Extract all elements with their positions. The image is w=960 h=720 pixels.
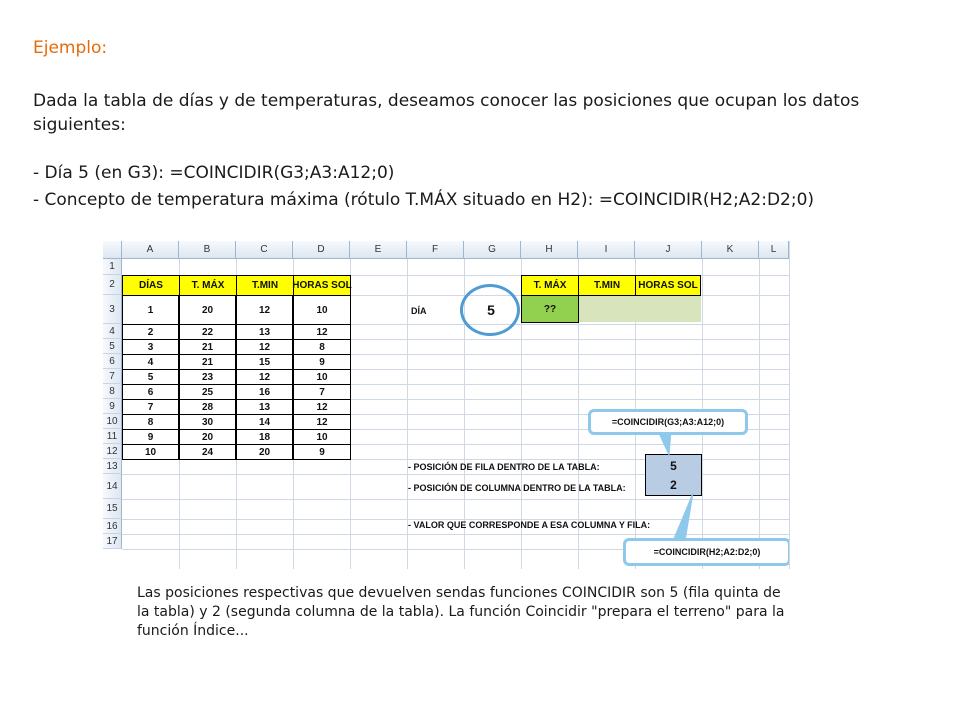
row-header-2[interactable]: 2	[103, 275, 122, 295]
row-position-value: 5	[645, 454, 702, 476]
column-header-k[interactable]: K	[702, 241, 759, 259]
day-value-cell: 5	[487, 302, 495, 318]
row-header-16[interactable]: 16	[103, 519, 122, 534]
column-header-d[interactable]: D	[293, 241, 350, 259]
example-column-formula: - Concepto de temperatura máxima (rótulo T.MÁX situado en H2): =COINCIDIR(H2;A2:D2;0)	[33, 190, 815, 210]
row-position-label: - POSICIÓN DE FILA DENTRO DE LA TABLA:	[408, 462, 600, 472]
day-label: DÍA	[411, 306, 427, 316]
table-cell: 15	[236, 354, 293, 370]
column-callout-pointer	[673, 493, 693, 541]
table-cell: 22	[179, 324, 236, 340]
table-cell: 10	[293, 369, 351, 385]
row-header-9[interactable]: 9	[103, 399, 122, 414]
table-cell: 23	[179, 369, 236, 385]
table-cell: 5	[122, 369, 179, 385]
callout-pointers	[103, 241, 789, 569]
table-cell: 12	[236, 339, 293, 355]
table-cell: 21	[179, 354, 236, 370]
slide-intro: Dada la tabla de días y de temperaturas, deseamos conocer las posiciones que ocupan los datos siguientes:	[33, 91, 860, 135]
lookup-result-cell: ??	[521, 295, 579, 323]
row-header-13[interactable]: 13	[103, 459, 122, 474]
row-formula-callout: =COINCIDIR(G3;A3:A12;0)	[588, 409, 748, 435]
table-cell: 1	[122, 295, 179, 325]
row-header-15[interactable]: 15	[103, 499, 122, 519]
lookup-header-tmax: T. MÁX	[521, 275, 579, 296]
row-header-7[interactable]: 7	[103, 369, 122, 384]
row-header-1[interactable]: 1	[103, 259, 122, 275]
table-cell: 13	[236, 399, 293, 415]
table-cell: 25	[179, 384, 236, 400]
column-formula-callout: =COINCIDIR(H2;A2:D2;0)	[623, 538, 790, 566]
gridline-vertical	[789, 259, 790, 569]
table-cell: 30	[179, 414, 236, 430]
column-position-label: - POSICIÓN DE COLUMNA DENTRO DE LA TABLA:	[408, 483, 626, 493]
row-header-8[interactable]: 8	[103, 384, 122, 399]
column-header-a[interactable]: A	[122, 241, 179, 259]
table-header-tmin: T.MIN	[236, 275, 294, 296]
table-cell: 12	[293, 414, 351, 430]
column-header-l[interactable]: L	[759, 241, 789, 259]
row-header-3[interactable]: 3	[103, 295, 122, 324]
value-label: - VALOR QUE CORRESPONDE A ESA COLUMNA Y FILA:	[408, 520, 651, 530]
table-cell: 4	[122, 354, 179, 370]
table-header-dias: DÍAS	[122, 275, 180, 296]
table-cell: 24	[179, 444, 236, 460]
table-cell: 12	[293, 399, 351, 415]
table-cell: 9	[122, 429, 179, 445]
row-header-17[interactable]: 17	[103, 534, 122, 549]
table-cell: 10	[293, 295, 351, 325]
table-cell: 16	[236, 384, 293, 400]
row-header-6[interactable]: 6	[103, 354, 122, 369]
table-cell: 12	[236, 369, 293, 385]
table-cell: 9	[293, 354, 351, 370]
lookup-header-horas-sol: HORAS SOL	[635, 275, 701, 296]
spreadsheet-screenshot	[103, 241, 790, 569]
table-header-tmax: T. MÁX	[179, 275, 237, 296]
row-header-4[interactable]: 4	[103, 324, 122, 339]
table-cell: 7	[293, 384, 351, 400]
row-header-10[interactable]: 10	[103, 414, 122, 429]
row-header-11[interactable]: 11	[103, 429, 122, 444]
column-position-value: 2	[645, 475, 702, 496]
table-cell: 20	[179, 295, 236, 325]
column-header-g[interactable]: G	[464, 241, 521, 259]
column-header-b[interactable]: B	[179, 241, 236, 259]
table-cell: 2	[122, 324, 179, 340]
table-cell: 28	[179, 399, 236, 415]
row-header-12[interactable]: 12	[103, 444, 122, 459]
lookup-header-tmin: T.MIN	[578, 275, 636, 296]
example-row-formula: - Día 5 (en G3): =COINCIDIR(G3;A3:A12;0)	[33, 163, 395, 183]
slide-caption: Las posiciones respectivas que devuelven sendas funciones COINCIDIR son 5 (fila quinta de la tabla) y 2 (segunda columna de la tabla). La función Coincidir "prepara el terreno" para la función Índice...	[137, 585, 785, 639]
table-cell: 20	[179, 429, 236, 445]
column-header-h[interactable]: H	[521, 241, 578, 259]
table-cell: 8	[122, 414, 179, 430]
table-cell: 13	[236, 324, 293, 340]
row-header-14[interactable]: 14	[103, 474, 122, 499]
table-cell: 20	[236, 444, 293, 460]
column-header-j[interactable]: J	[635, 241, 702, 259]
column-header-e[interactable]: E	[350, 241, 407, 259]
table-cell: 18	[236, 429, 293, 445]
table-cell: 7	[122, 399, 179, 415]
table-cell: 12	[293, 324, 351, 340]
table-cell: 8	[293, 339, 351, 355]
table-cell: 9	[293, 444, 351, 460]
column-header-f[interactable]: F	[407, 241, 464, 259]
table-cell: 21	[179, 339, 236, 355]
table-cell: 10	[293, 429, 351, 445]
row-header-5[interactable]: 5	[103, 339, 122, 354]
table-cell: 3	[122, 339, 179, 355]
table-cell: 6	[122, 384, 179, 400]
table-cell: 14	[236, 414, 293, 430]
table-header-horas-sol: HORAS SOL	[293, 275, 351, 296]
table-cell: 12	[236, 295, 293, 325]
slide-heading: Ejemplo:	[33, 38, 108, 58]
column-header-i[interactable]: I	[578, 241, 635, 259]
table-cell: 10	[122, 444, 179, 460]
column-header-c[interactable]: C	[236, 241, 293, 259]
